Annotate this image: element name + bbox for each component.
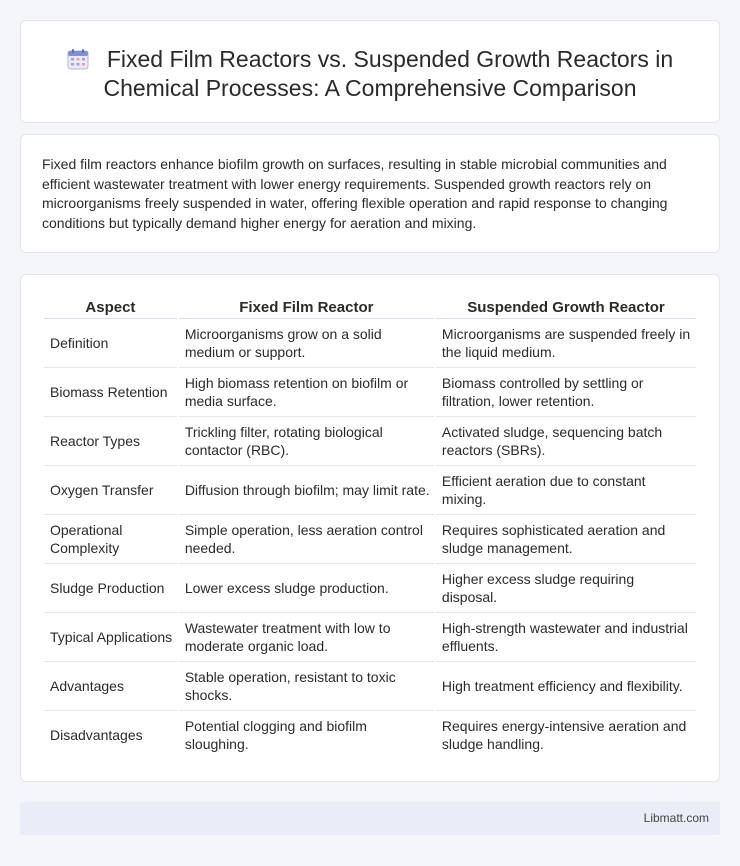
- table-row: [44, 613, 696, 662]
- table-row: [44, 466, 696, 515]
- header-aspect: Aspect: [44, 296, 177, 319]
- calendar-icon: [67, 48, 89, 70]
- aspect-cell: Oxygen Transfer: [44, 466, 177, 515]
- fixed-film-cell: Simple operation, less aeration control needed.: [179, 515, 434, 564]
- aspect-cell: Disadvantages: [50, 727, 143, 743]
- fixed-film-cell: Trickling filter, rotating biological contactor (RBC).: [179, 417, 434, 466]
- aspect-cell: Typical Applications: [44, 613, 177, 662]
- page-title-wrap: [21, 45, 719, 103]
- page-title: Fixed Film Reactors vs. Suspended Growth Reactors in Chemical Processes: A Comprehensive Comparison: [103, 46, 674, 101]
- table-row: [44, 711, 696, 759]
- suspended-growth-cell: Requires energy-intensive aeration and sludge handling.: [441, 718, 687, 752]
- footer-bar: [20, 802, 720, 835]
- table-header-row: [44, 296, 696, 319]
- fixed-film-cell: Diffusion through biofilm; may limit rate.: [179, 466, 434, 515]
- table-row: [44, 564, 696, 613]
- summary-card: [20, 134, 720, 253]
- table-row: [44, 319, 696, 368]
- fixed-film-cell: Stable operation, resistant to toxic shocks.: [179, 662, 434, 711]
- aspect-cell: Operational Complexity: [44, 515, 177, 564]
- table-row: [44, 515, 696, 564]
- suspended-growth-cell: Activated sludge, sequencing batch reactors (SBRs).: [436, 417, 696, 466]
- fixed-film-cell: Microorganisms grow on a solid medium or support.: [179, 319, 434, 368]
- suspended-growth-cell: High treatment efficiency and flexibility.: [436, 662, 696, 711]
- suspended-growth-cell: Efficient aeration due to constant mixing.: [436, 466, 696, 515]
- title-card: [20, 20, 720, 123]
- aspect-cell: Advantages: [44, 662, 177, 711]
- aspect-cell: Sludge Production: [44, 564, 177, 613]
- footer-site-link[interactable]: Libmatt.com: [643, 811, 709, 825]
- suspended-growth-cell: Microorganisms are suspended freely in the liquid medium.: [436, 319, 696, 368]
- comparison-table: [42, 296, 698, 759]
- table-row: [44, 417, 696, 466]
- fixed-film-cell: Potential clogging and biofilm sloughing.: [184, 718, 367, 752]
- header-suspended-growth: Suspended Growth Reactor: [436, 296, 696, 319]
- aspect-cell: Definition: [44, 319, 177, 368]
- suspended-growth-cell: Requires sophisticated aeration and sludge management.: [436, 515, 696, 564]
- fixed-film-cell: Lower excess sludge production.: [179, 564, 434, 613]
- suspended-growth-cell: High-strength wastewater and industrial effluents.: [436, 613, 696, 662]
- aspect-cell: Reactor Types: [44, 417, 177, 466]
- table-row: [44, 662, 696, 711]
- suspended-growth-cell: Higher excess sludge requiring disposal.: [436, 564, 696, 613]
- summary-text: Fixed film reactors enhance biofilm growth on surfaces, resulting in stable microbial communities and efficient wastewater treatment with lower energy requirements. Suspended growth reactors rely on microorganisms freely suspended in water, offering flexible operation and rapid response to changing conditions but typically demand higher energy for aeration and mixing.: [42, 156, 668, 231]
- table-row: [44, 368, 696, 417]
- fixed-film-cell: Wastewater treatment with low to moderate organic load.: [179, 613, 434, 662]
- comparison-table-card: [20, 274, 720, 782]
- suspended-growth-cell: Biomass controlled by settling or filtration, lower retention.: [436, 368, 696, 417]
- aspect-cell: Biomass Retention: [44, 368, 177, 417]
- header-fixed-film: Fixed Film Reactor: [179, 296, 434, 319]
- fixed-film-cell: High biomass retention on biofilm or media surface.: [179, 368, 434, 417]
